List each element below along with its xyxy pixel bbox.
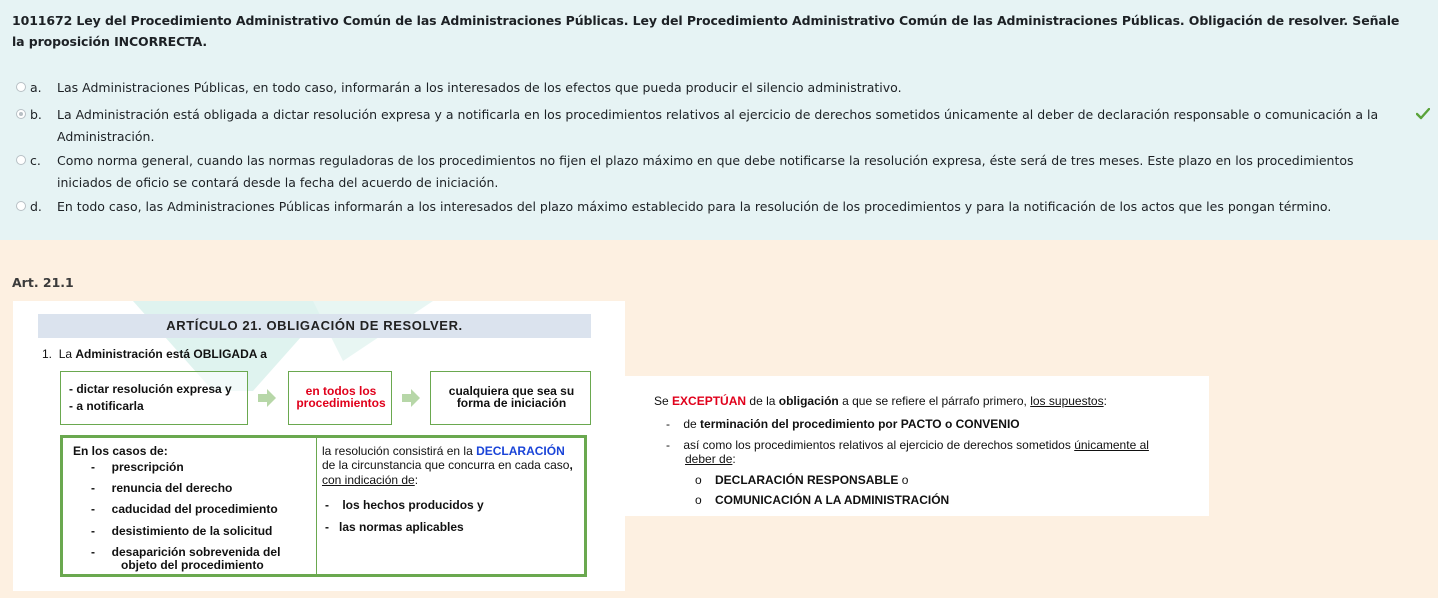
case-item: - renuncia del derecho	[91, 481, 233, 495]
box3-line1: cualquiera que sea su	[448, 384, 575, 398]
check-icon	[1416, 108, 1430, 120]
cases-box	[60, 435, 587, 577]
article-21-diagram	[13, 301, 625, 591]
box2-line2: procedimientos	[296, 396, 386, 410]
cases-heading: En los casos de:	[73, 444, 168, 458]
article-reference: Art. 21.1	[12, 275, 74, 290]
radio-b[interactable]	[16, 109, 26, 119]
exception-item: - de terminación del procedimiento por PACTO o CONVENIO	[666, 417, 1020, 431]
case-item-cont: objeto del procedimiento	[121, 558, 264, 572]
case-item: - desaparición sobrevenida del	[91, 545, 281, 559]
arrow-right-icon	[258, 389, 276, 407]
box-dictar	[60, 371, 248, 425]
box3-line2: forma de iniciación	[456, 396, 567, 410]
answer-letter: c.	[30, 153, 41, 168]
intro-text-b: Administración está OBLIGADA a	[75, 347, 267, 361]
sub-item: o COMUNICACIÓN A LA ADMINISTRACIÓN	[695, 493, 950, 507]
answer-text: Como norma general, cuando las normas reguladoras de los procedimientos no fijen el plazo máximo en que debe notificarse la resolución expresa, éste será de tres meses. Este plazo en los procedimientos iniciados de oficio se contará desde la fecha del acuerdo de iniciación.	[57, 153, 1354, 190]
exceptions-intro: Se EXCEPTÚAN de la obligación a que se refiere el párrafo primero, los supuestos:	[654, 394, 1107, 408]
box1-line1: - dictar resolución expresa y	[69, 382, 232, 396]
answer-text: Las Administraciones Públicas, en todo caso, informarán a los interesados de los efectos que pueda producir el silencio administrativo.	[57, 80, 902, 95]
radio-d[interactable]	[16, 201, 26, 211]
answer-text: En todo caso, las Administraciones Públicas informarán a los interesados del plazo máximo establecido para la resolución de los procedimientos y para la notificación de los actos que les pongan término.	[57, 199, 1332, 214]
case-item: - desistimiento de la solicitud	[91, 524, 273, 538]
resolution-line2: de la circunstancia que concurra en cada caso,	[322, 458, 573, 472]
answer-letter: d.	[30, 199, 42, 214]
sub-item: o DECLARACIÓN RESPONSABLE o	[695, 473, 909, 487]
exception-item-cont: deber de:	[685, 452, 736, 466]
case-item: - prescripción	[91, 460, 184, 474]
radio-c[interactable]	[16, 155, 26, 165]
feedback-panel	[0, 255, 1438, 598]
intro-text-a: La	[58, 347, 73, 361]
resolution-line3: con indicación de:	[322, 473, 419, 487]
question-text: 1011672 Ley del Procedimiento Administrativo Común de las Administraciones Públicas. Ley del Procedimiento Administrativo Común de las Administraciones Públicas. Obligación de resolver. Señale la proposición INCORRECTA.	[12, 13, 1400, 49]
answer-letter: b.	[30, 107, 42, 122]
resolution-line1: la resolución consistirá en la DECLARACIÓN	[322, 444, 565, 458]
logo-fragment	[845, 376, 885, 382]
resolution-item: - las normas aplicables	[325, 520, 464, 534]
article-title: ARTÍCULO 21. OBLIGACIÓN DE RESOLVER.	[38, 314, 591, 338]
arrow-right-icon	[402, 389, 420, 407]
intro-number: 1.	[42, 347, 53, 361]
case-item: - caducidad del procedimiento	[91, 502, 278, 516]
box2-line1: en todos los	[305, 384, 377, 398]
exception-item: - así como los procedimientos relativos al ejercicio de derechos sometidos únicamente al	[666, 438, 1149, 452]
resolution-item: - los hechos producidos y	[325, 498, 484, 512]
answer-text: La Administración está obligada a dictar resolución expresa y a notificarla en los procedimientos relativos al ejercicio de derechos sometidos únicamente al deber de declaración responsable o comunicación a la Administración.	[57, 107, 1379, 144]
box-procedimientos	[288, 371, 392, 425]
divider	[316, 438, 317, 574]
exceptions-diagram	[625, 376, 1209, 516]
intro-line	[42, 347, 267, 361]
question-panel	[0, 0, 1438, 240]
box1-line2: - a notificarla	[69, 399, 144, 413]
box-iniciacion	[430, 371, 591, 425]
radio-a[interactable]	[16, 82, 26, 92]
answer-letter: a.	[30, 80, 42, 95]
